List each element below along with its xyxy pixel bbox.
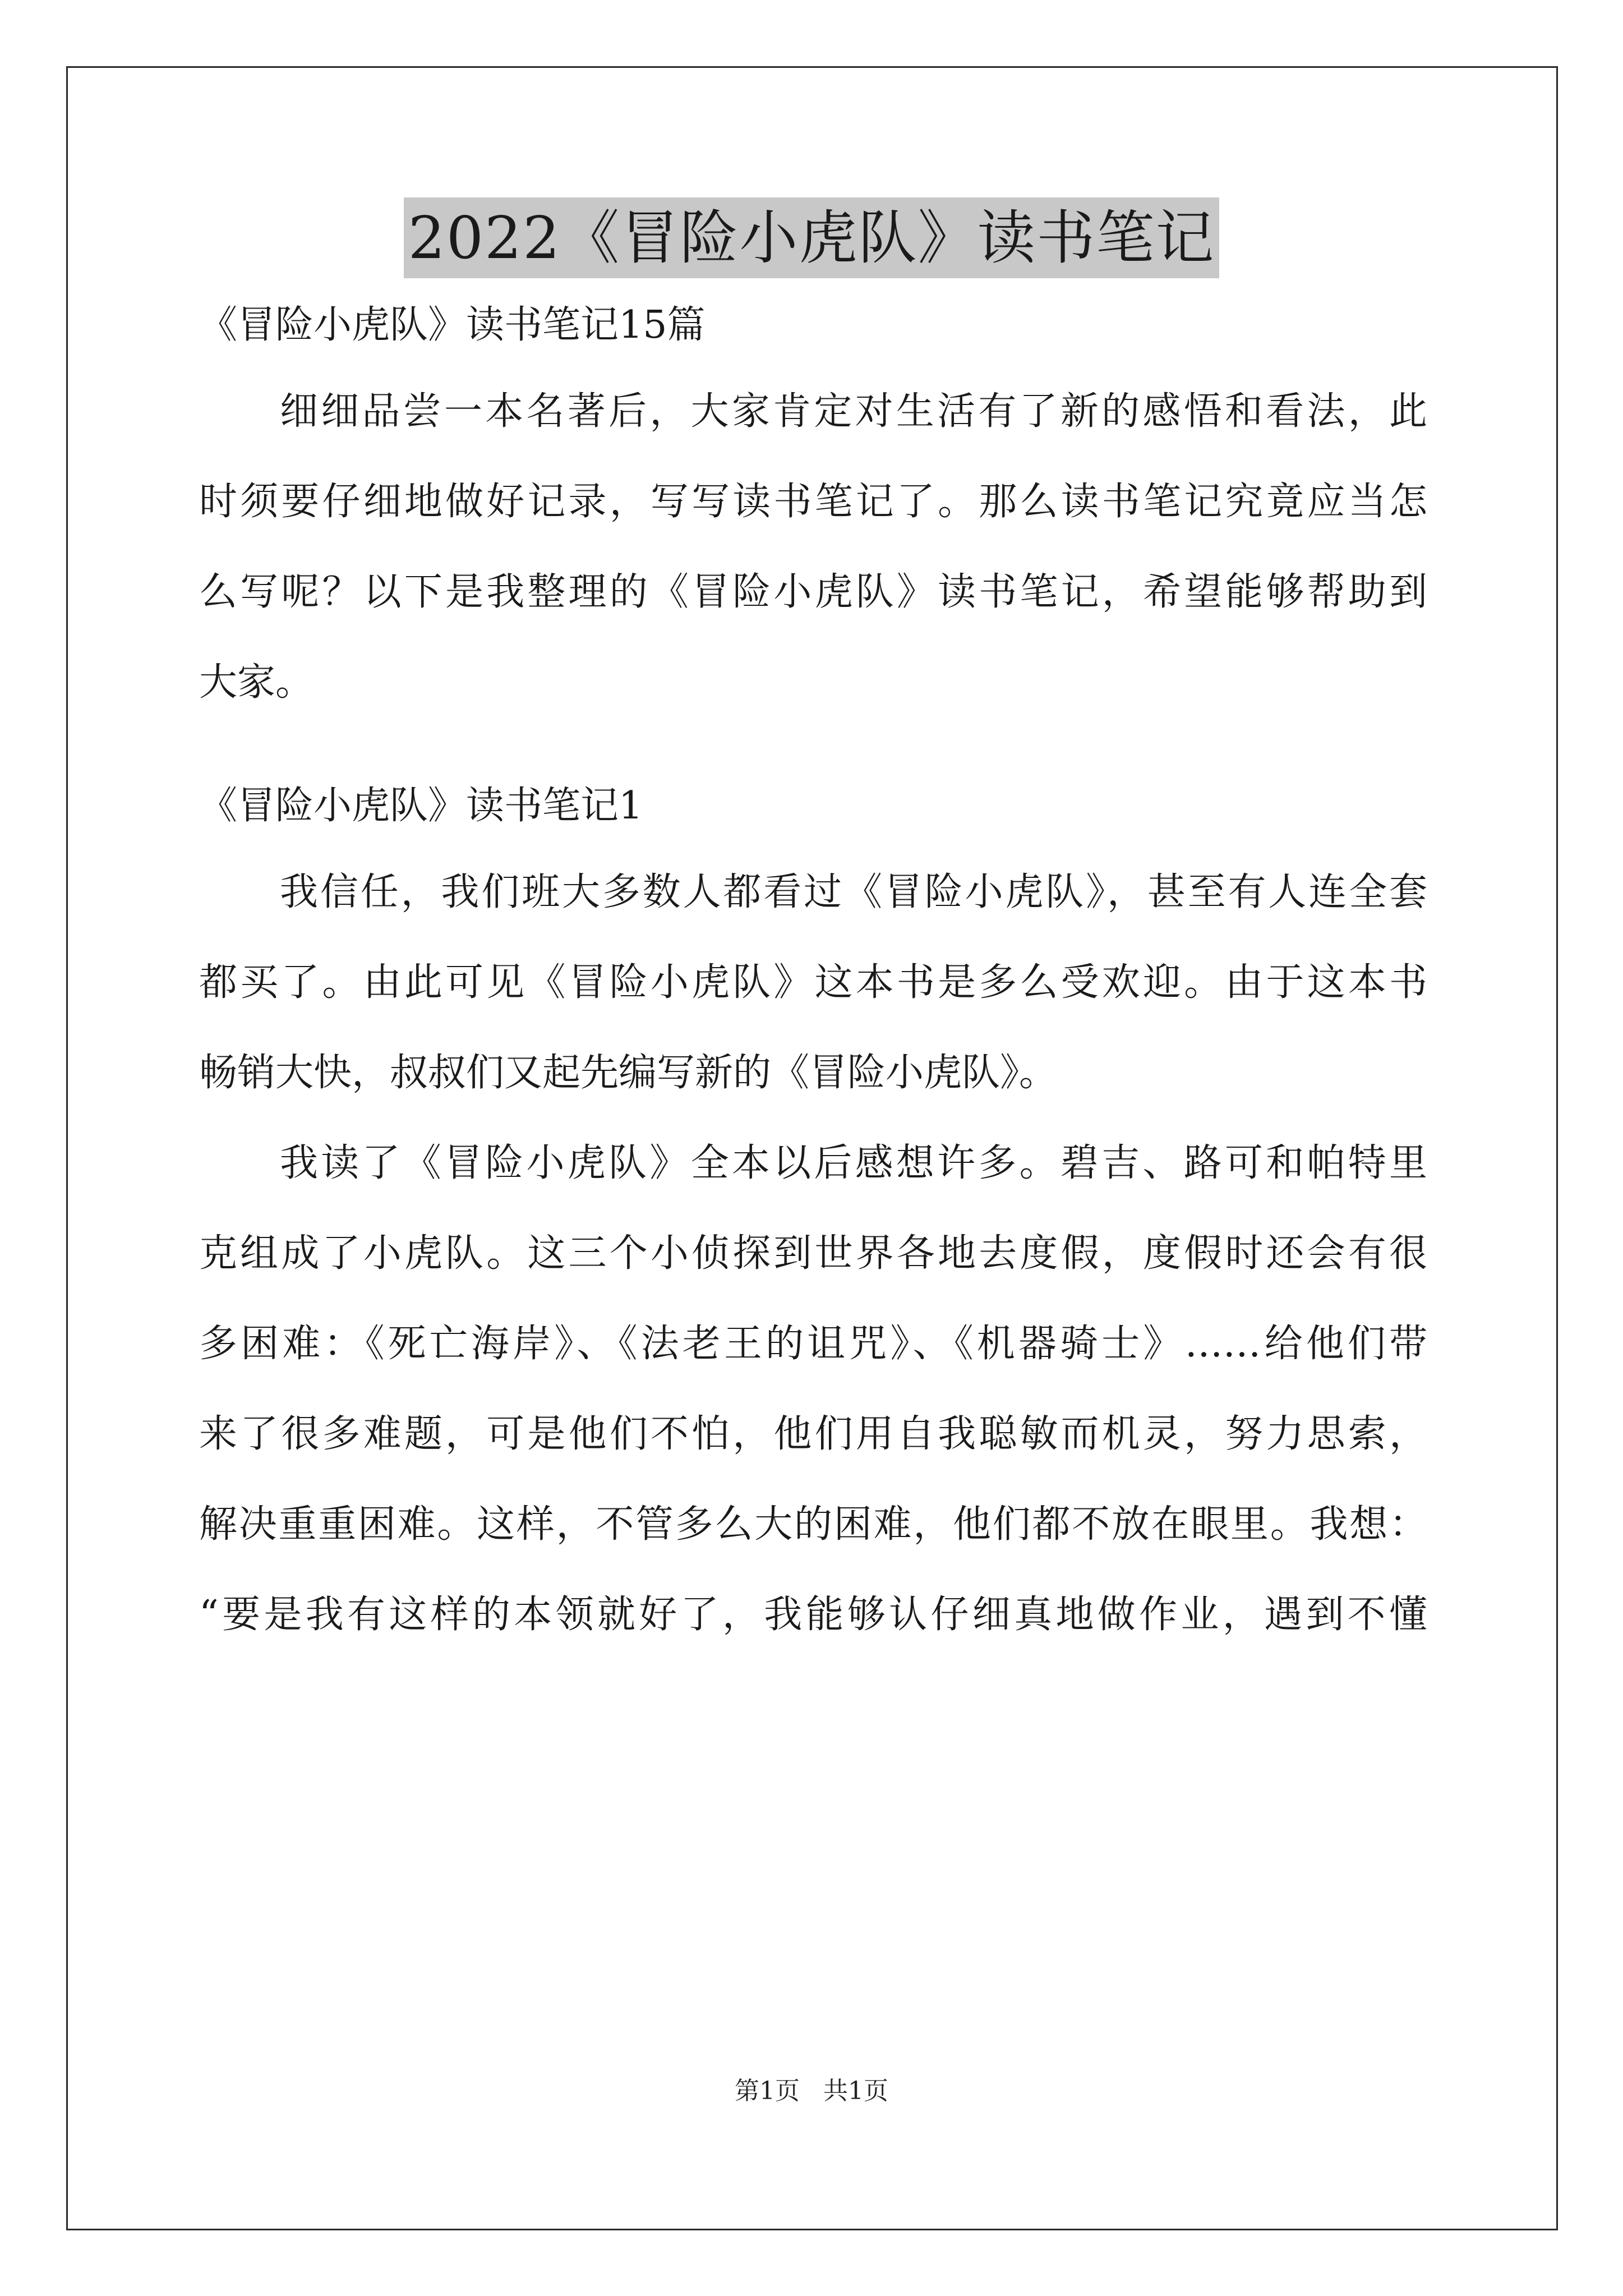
series-heading: 《冒险小虎队》读书笔记15篇 — [199, 303, 706, 347]
intro-line: 大家。 — [199, 660, 314, 705]
section-heading: 《冒险小虎队》读书笔记1 — [199, 784, 643, 828]
page-total: 共1页 — [823, 2077, 888, 2105]
page-footer — [0, 2076, 1623, 2107]
intro-line: 细细品尝一本名著后，大家肯定对生活有了新的感悟和看法，此 — [280, 389, 1427, 434]
paragraph-line: “要是我有这样的本领就好了，我能够认仔细真地做作业，遇到不懂 — [199, 1593, 1427, 1637]
section1-paragraph-2 — [199, 1141, 1427, 1637]
paragraph-line: 我信任，我们班大多数人都看过《冒险小虎队》，甚至有人连全套 — [280, 870, 1427, 914]
paragraph-line: 畅销大快，叔叔们又起先编写新的《冒险小虎队》。 — [199, 1051, 1058, 1095]
paragraph-line: 都买了。由此可见《冒险小虎队》这本书是多么受欢迎。由于这本书 — [199, 960, 1427, 1005]
paragraph-line: 我读了《冒险小虎队》全本以后感想许多。碧吉、路可和帕特里 — [280, 1141, 1427, 1185]
paragraph-line: 克组成了小虎队。这三个小侦探到世界各地去度假，度假时还会有很 — [199, 1231, 1427, 1276]
document-body — [199, 303, 1427, 1683]
intro-line: 时须要仔细地做好记录，写写读书笔记了。那么读书笔记究竟应当怎 — [199, 480, 1427, 524]
document-title: 2022《冒险小虎队》读书笔记 — [404, 197, 1220, 278]
paragraph-line: 多困难：《死亡海岸》、《法老王的诅咒》、《机器骑士》……给他们带 — [199, 1322, 1427, 1366]
intro-line: 么写呢？以下是我整理的《冒险小虎队》读书笔记，希望能够帮助到 — [199, 570, 1427, 614]
paragraph-line: 解决重重困难。这样，不管多么大的困难，他们都不放在眼里。我想： — [199, 1502, 1427, 1547]
intro-paragraph — [199, 389, 1427, 705]
page-number: 第1页 — [735, 2077, 800, 2105]
section1-paragraph-1 — [199, 870, 1427, 1096]
title-wrap — [0, 197, 1623, 278]
paragraph-line: 来了很多难题，可是他们不怕，他们用自我聪敏而机灵，努力思索， — [199, 1412, 1427, 1456]
